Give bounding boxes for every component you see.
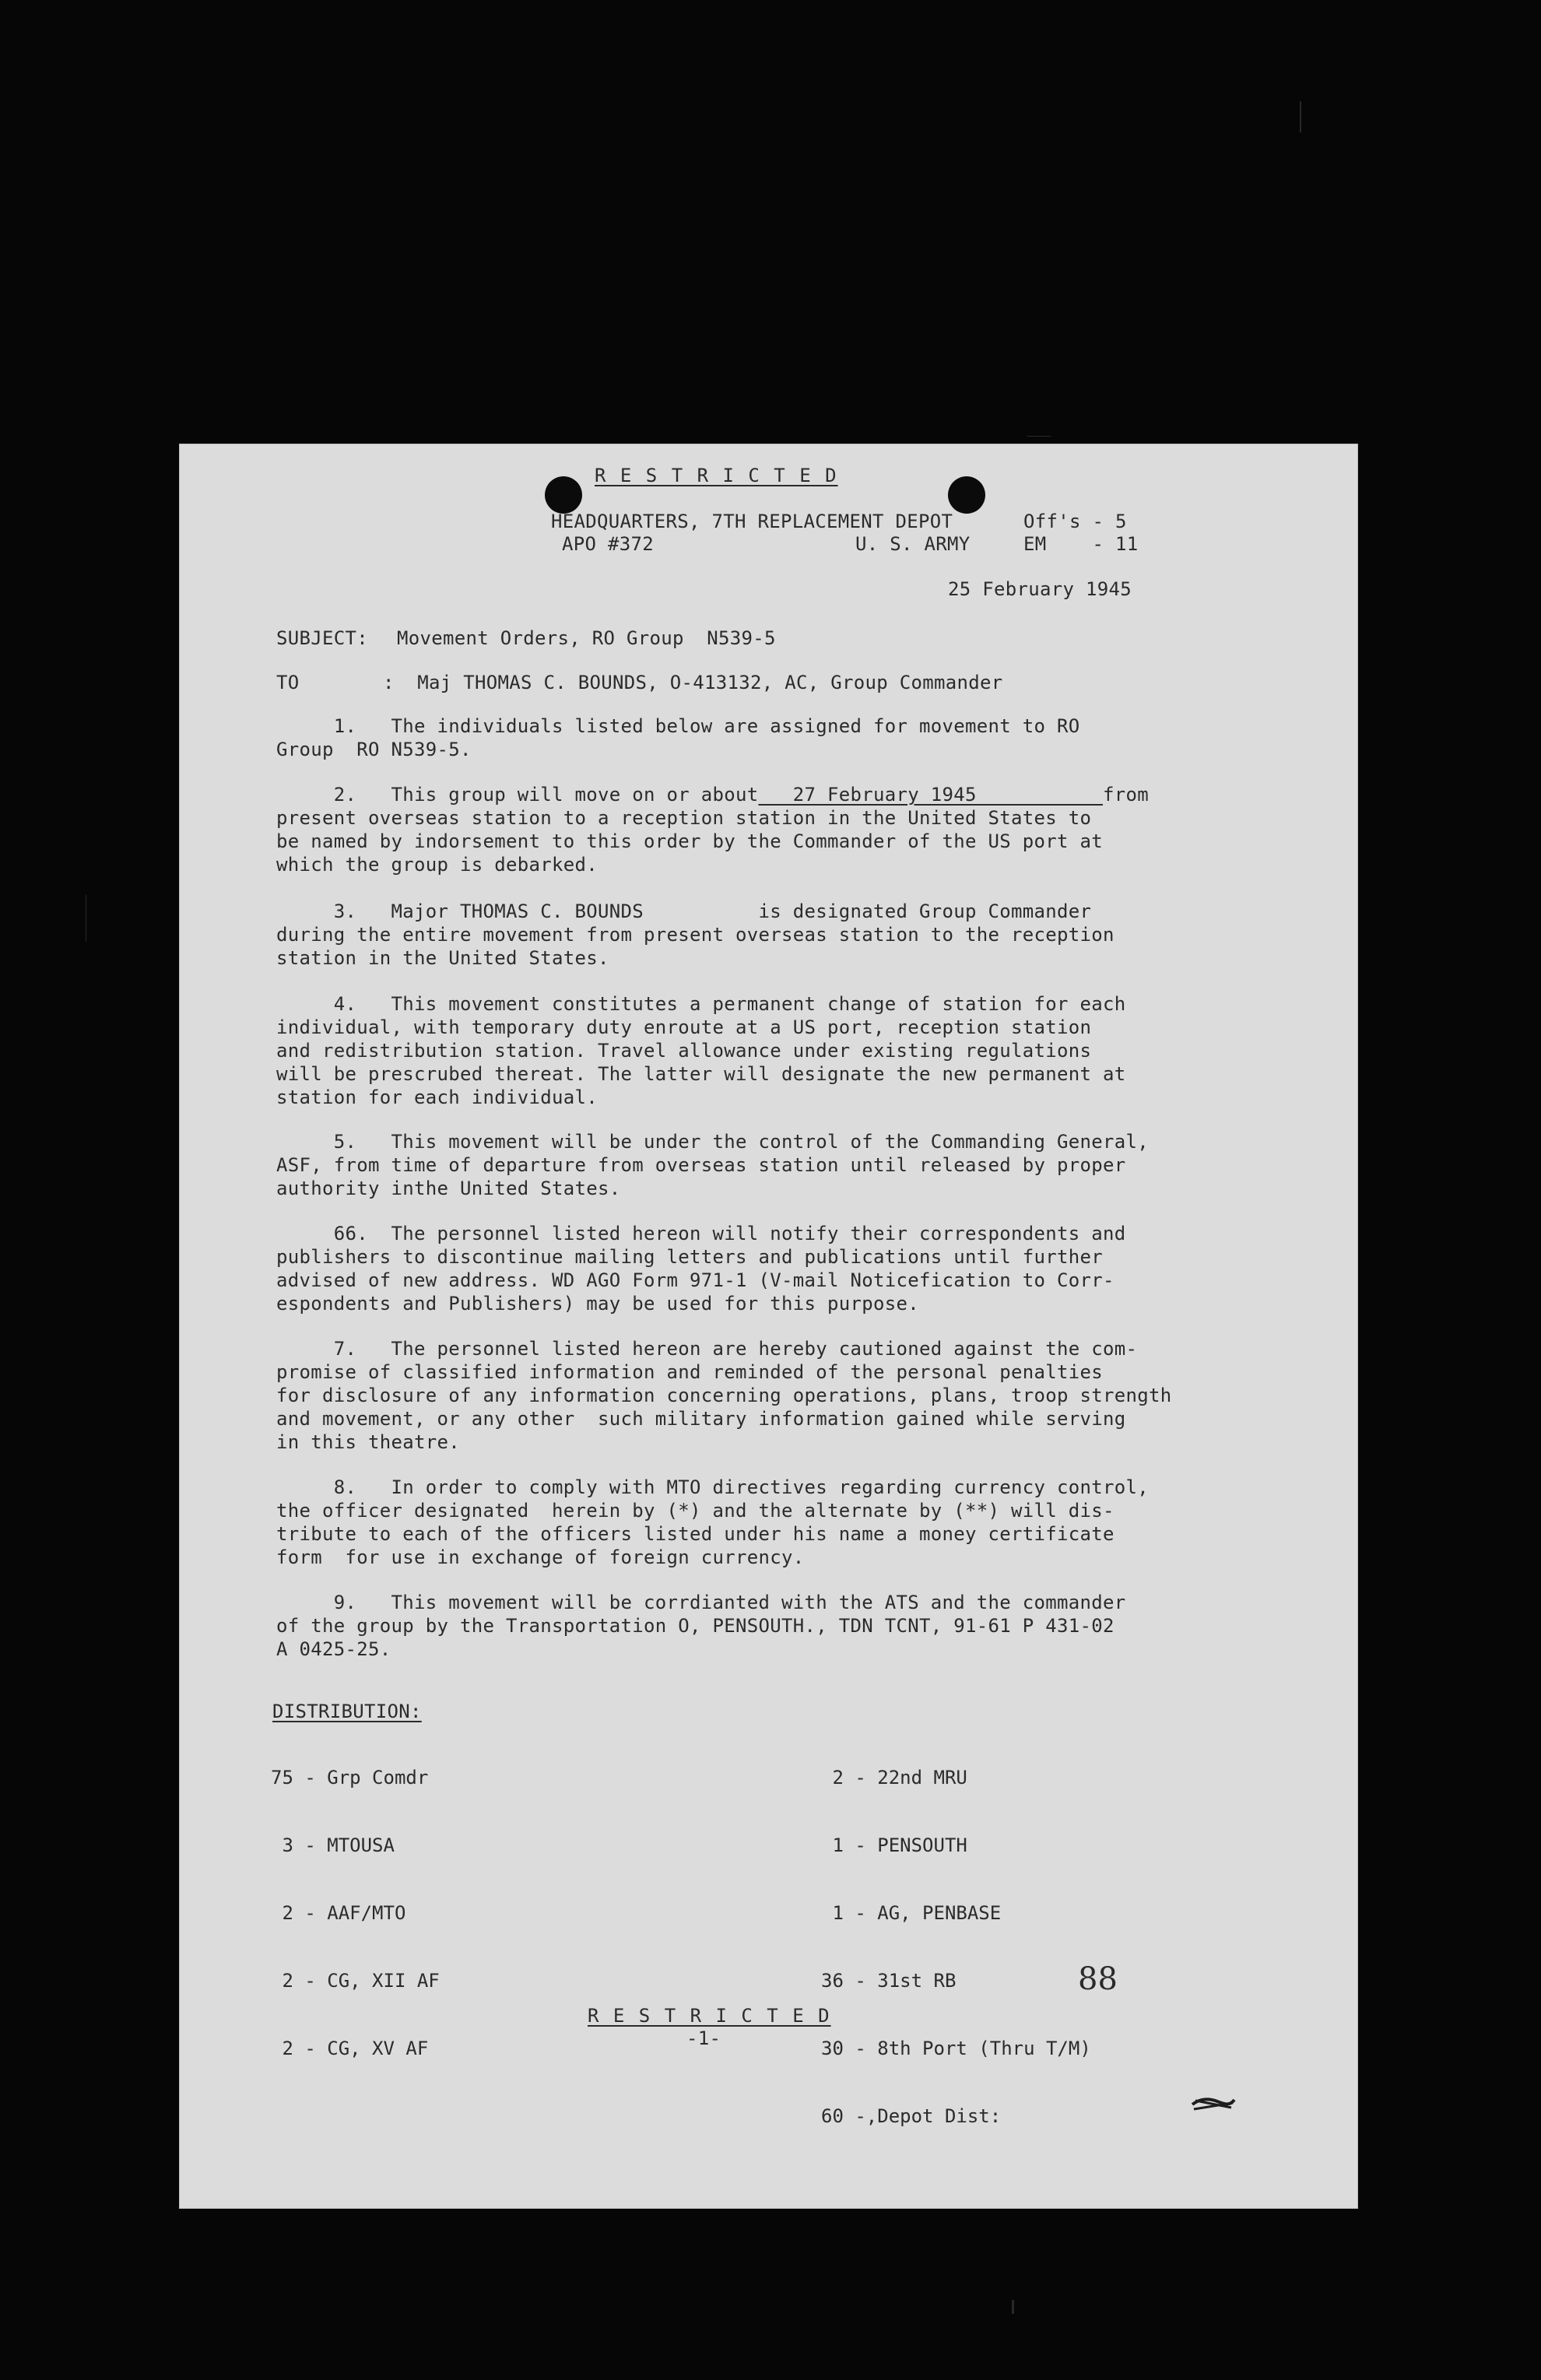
- paragraph-9: 9. This movement will be corrdianted with the ATS and the commander of the group by the Transportation O, PENSOUTH., TDN TCNT, 91-61 P 431-02 A 0425-25.: [276, 1592, 1126, 1660]
- distribution-entry: 30 - 8th Port (Thru T/M): [821, 2038, 1091, 2059]
- document-date: 25 February 1945: [948, 578, 1132, 600]
- paragraph-4: 4. This movement constitutes a permanent change of station for each individual, with temporary duty enroute at a US port, reception station and redistribution station. Travel allowance under existing regulations will be prescrubed thereat. The latter will designate the new permanent at station for each individual.: [276, 993, 1126, 1108]
- officers-count: Off's - 5: [1023, 511, 1127, 532]
- to-value: : Maj THOMAS C. BOUNDS, O-413132, AC, Group Commander: [383, 672, 1003, 693]
- paragraph-3: 3. Major THOMAS C. BOUNDS is designated Group Commander during the entire movement from present overseas station to the reception station in the United States.: [276, 900, 1115, 969]
- document-page: [179, 444, 1358, 2209]
- distribution-list-left: [271, 1722, 440, 2105]
- apo-line: APO #372: [562, 533, 654, 555]
- paragraph-2-intro: 2. This group will move on or about: [276, 784, 759, 806]
- pencil-strike-mark: [1191, 2094, 1236, 2114]
- paragraph-1: 1. The individuals listed below are assigned for movement to RO Group RO N539-5.: [276, 715, 1080, 760]
- scan-scratch: [1300, 101, 1301, 132]
- distribution-entry: 60 -,Depot Dist:: [821, 2105, 1002, 2127]
- scan-scratch: [1027, 436, 1051, 437]
- paragraph-8: 8. In order to comply with MTO directives regarding currency control, the officer designated herein by (*) and the alternate by (**) will dis- tribute to each of the officers listed under his name a money certificate form for use in exchange of foreign currency.: [276, 1476, 1149, 1568]
- paragraph-6: 66. The personnel listed hereon will notify their correspondents and publishers to discontinue mailing letters and publications until further advised of new address. WD AGO Form 971-1 (V-mail Noticefication to Corr- espondents and Publishers) may be used for this purpose.: [276, 1223, 1126, 1315]
- move-date: 27 February 1945: [758, 784, 1103, 806]
- distribution-title: DISTRIBUTION:: [272, 1701, 422, 1722]
- classification-header: R E S T R I C T E D: [595, 465, 838, 486]
- paragraph-5: 5. This movement will be under the control of the Commanding General, ASF, from time of departure from overseas station until released by proper authority inthe United States.: [276, 1131, 1149, 1199]
- paragraph-2: [276, 783, 1226, 876]
- paragraph-2-body: from present overseas station to a reception station in the United States to be named by indorsement to this order by the Commander of the US port at which the group is debarked.: [276, 784, 1149, 876]
- distribution-entry: 1 - AG, PENBASE: [821, 1902, 1002, 1924]
- distribution-entry: 36 - 31st RB: [821, 1970, 957, 1992]
- army-line: U. S. ARMY: [855, 533, 971, 555]
- enlisted-count: EM - 11: [1023, 533, 1139, 555]
- distribution-entry: 2 - CG, XII AF: [271, 1970, 440, 1992]
- subject-value: Movement Orders, RO Group N539-5: [397, 627, 776, 649]
- to-label: TO: [276, 672, 300, 693]
- headquarters-line: HEADQUARTERS, 7TH REPLACEMENT DEPOT: [551, 511, 953, 532]
- distribution-entry: 2 - AAF/MTO: [271, 1902, 406, 1924]
- distribution-entry: 1 - PENSOUTH: [821, 1834, 967, 1856]
- page-number: -1-: [686, 2027, 721, 2049]
- distribution-list-right: [821, 1722, 1091, 2173]
- punch-hole: [545, 476, 582, 514]
- scan-scratch: [1012, 2300, 1014, 2314]
- distribution-entry: 2 - 22nd MRU: [821, 1767, 967, 1789]
- subject-label: SUBJECT:: [276, 627, 368, 649]
- distribution-entry: 3 - MTOUSA: [271, 1834, 395, 1856]
- handwritten-page-number: 88: [1078, 1961, 1118, 1997]
- punch-hole: [948, 476, 985, 514]
- paragraph-7: 7. The personnel listed hereon are hereby cautioned against the com- promise of classified information and reminded of the personal penalties for disclosure of any information concerning operations, plans, troop strength and movement, or any other such military information gained while serving in this theatre.: [276, 1338, 1172, 1453]
- distribution-entry: 2 - CG, XV AF: [271, 2038, 429, 2059]
- classification-footer: R E S T R I C T E D: [588, 2005, 831, 2027]
- distribution-entry: 75 - Grp Comdr: [271, 1767, 429, 1789]
